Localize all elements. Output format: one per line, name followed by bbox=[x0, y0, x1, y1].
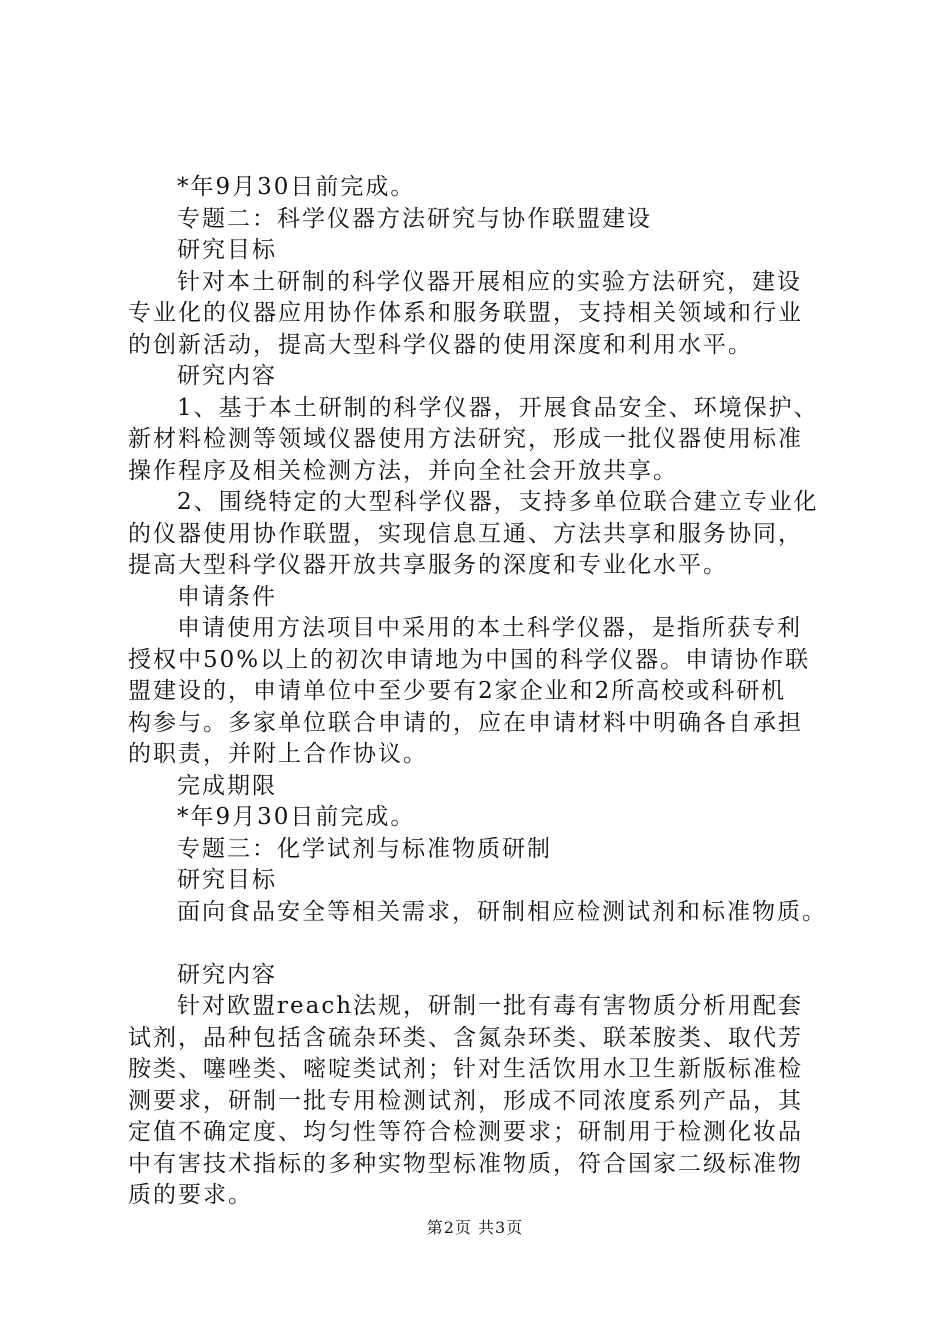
text-line: 新材料检测等领域仪器使用方法研究，形成一批仪器使用标准 bbox=[128, 426, 803, 452]
paragraph bbox=[128, 393, 840, 488]
text-line: 1、基于本土研制的科学仪器，开展食品安全、环境保护、 bbox=[177, 394, 819, 421]
text-line: 研究目标 bbox=[177, 237, 277, 263]
paragraph bbox=[128, 802, 840, 834]
text-line: 试剂，品种包括含硫杂环类、含氮杂环类、联苯胺类、取代芳 bbox=[128, 1024, 803, 1051]
page-footer: 第2页 共3页 bbox=[426, 1218, 524, 1237]
paragraph bbox=[128, 582, 840, 614]
paragraph bbox=[128, 771, 840, 803]
paragraph bbox=[128, 487, 840, 582]
text-line: 提高大型科学仪器开放共享服务的深度和专业化水平。 bbox=[128, 552, 728, 578]
text-line: 胺类、噻唑类、嘧啶类试剂；针对生活饮用水卫生新版标准检 bbox=[128, 1056, 803, 1082]
paragraph bbox=[128, 361, 840, 393]
text-line: 专业化的仪器应用协作体系和服务联盟，支持相关领域和行业 bbox=[128, 300, 803, 326]
text-line: 的仪器使用协作联盟，实现信息互通、方法共享和服务协同， bbox=[128, 520, 803, 547]
paragraph bbox=[128, 204, 840, 236]
paragraph-spacer bbox=[128, 928, 840, 960]
text-line: 操作程序及相关检测方法，并向全社会开放共享。 bbox=[128, 457, 678, 484]
text-line: 授权中50%以上的初次申请地为中国的科学仪器。申请协作联 bbox=[128, 646, 811, 673]
document-body bbox=[128, 172, 840, 1212]
text-line: 面向食品安全等相关需求，研制相应检测试剂和标准物质。 bbox=[177, 898, 827, 925]
text-line: 申请使用方法项目中采用的本土科学仪器，是指所获专利 bbox=[177, 615, 802, 641]
text-line: 专题三：化学试剂与标准物质研制 bbox=[177, 835, 552, 862]
paragraph bbox=[128, 991, 840, 1212]
text-line: 定值不确定度、均匀性等符合检测要求；研制用于检测化妆品 bbox=[128, 1119, 803, 1145]
text-line: 研究目标 bbox=[177, 867, 277, 893]
text-line: 申请条件 bbox=[177, 583, 277, 610]
text-line: 的职责，并附上合作协议。 bbox=[128, 741, 428, 767]
paragraph bbox=[128, 897, 840, 929]
text-line: 针对欧盟reach法规，研制一批有毒有害物质分析用配套 bbox=[177, 993, 804, 1019]
paragraph bbox=[128, 865, 840, 897]
text-line: 完成期限 bbox=[177, 772, 277, 799]
text-line: 研究内容 bbox=[177, 961, 277, 988]
text-line: 研究内容 bbox=[177, 363, 277, 389]
text-line: 构参与。多家单位联合申请的，应在申请材料中明确各自承担 bbox=[128, 709, 803, 736]
paragraph bbox=[128, 172, 840, 204]
text-line: 中有害技术指标的多种实物型标准物质，符合国家二级标准物 bbox=[128, 1150, 803, 1177]
paragraph bbox=[128, 267, 840, 362]
text-line: *年9月30日前完成。 bbox=[177, 174, 416, 200]
paragraph bbox=[128, 834, 840, 866]
text-line: 针对本土研制的科学仪器开展相应的实验方法研究，建设 bbox=[177, 268, 802, 295]
text-line: 盟建设的，申请单位中至少要有2家企业和2所高校或科研机 bbox=[128, 678, 787, 704]
text-line: 的创新活动，提高大型科学仪器的使用深度和利用水平。 bbox=[128, 331, 753, 358]
paragraph bbox=[128, 960, 840, 992]
text-line: 质的要求。 bbox=[128, 1182, 253, 1208]
text-line: *年9月30日前完成。 bbox=[177, 804, 416, 830]
paragraph bbox=[128, 235, 840, 267]
paragraph bbox=[128, 613, 840, 771]
text-line: 专题二：科学仪器方法研究与协作联盟建设 bbox=[177, 205, 652, 232]
text-line: 测要求，研制一批专用检测试剂，形成不同浓度系列产品，其 bbox=[128, 1087, 803, 1114]
text-line: 2、围绕特定的大型科学仪器，支持多单位联合建立专业化 bbox=[177, 489, 819, 515]
